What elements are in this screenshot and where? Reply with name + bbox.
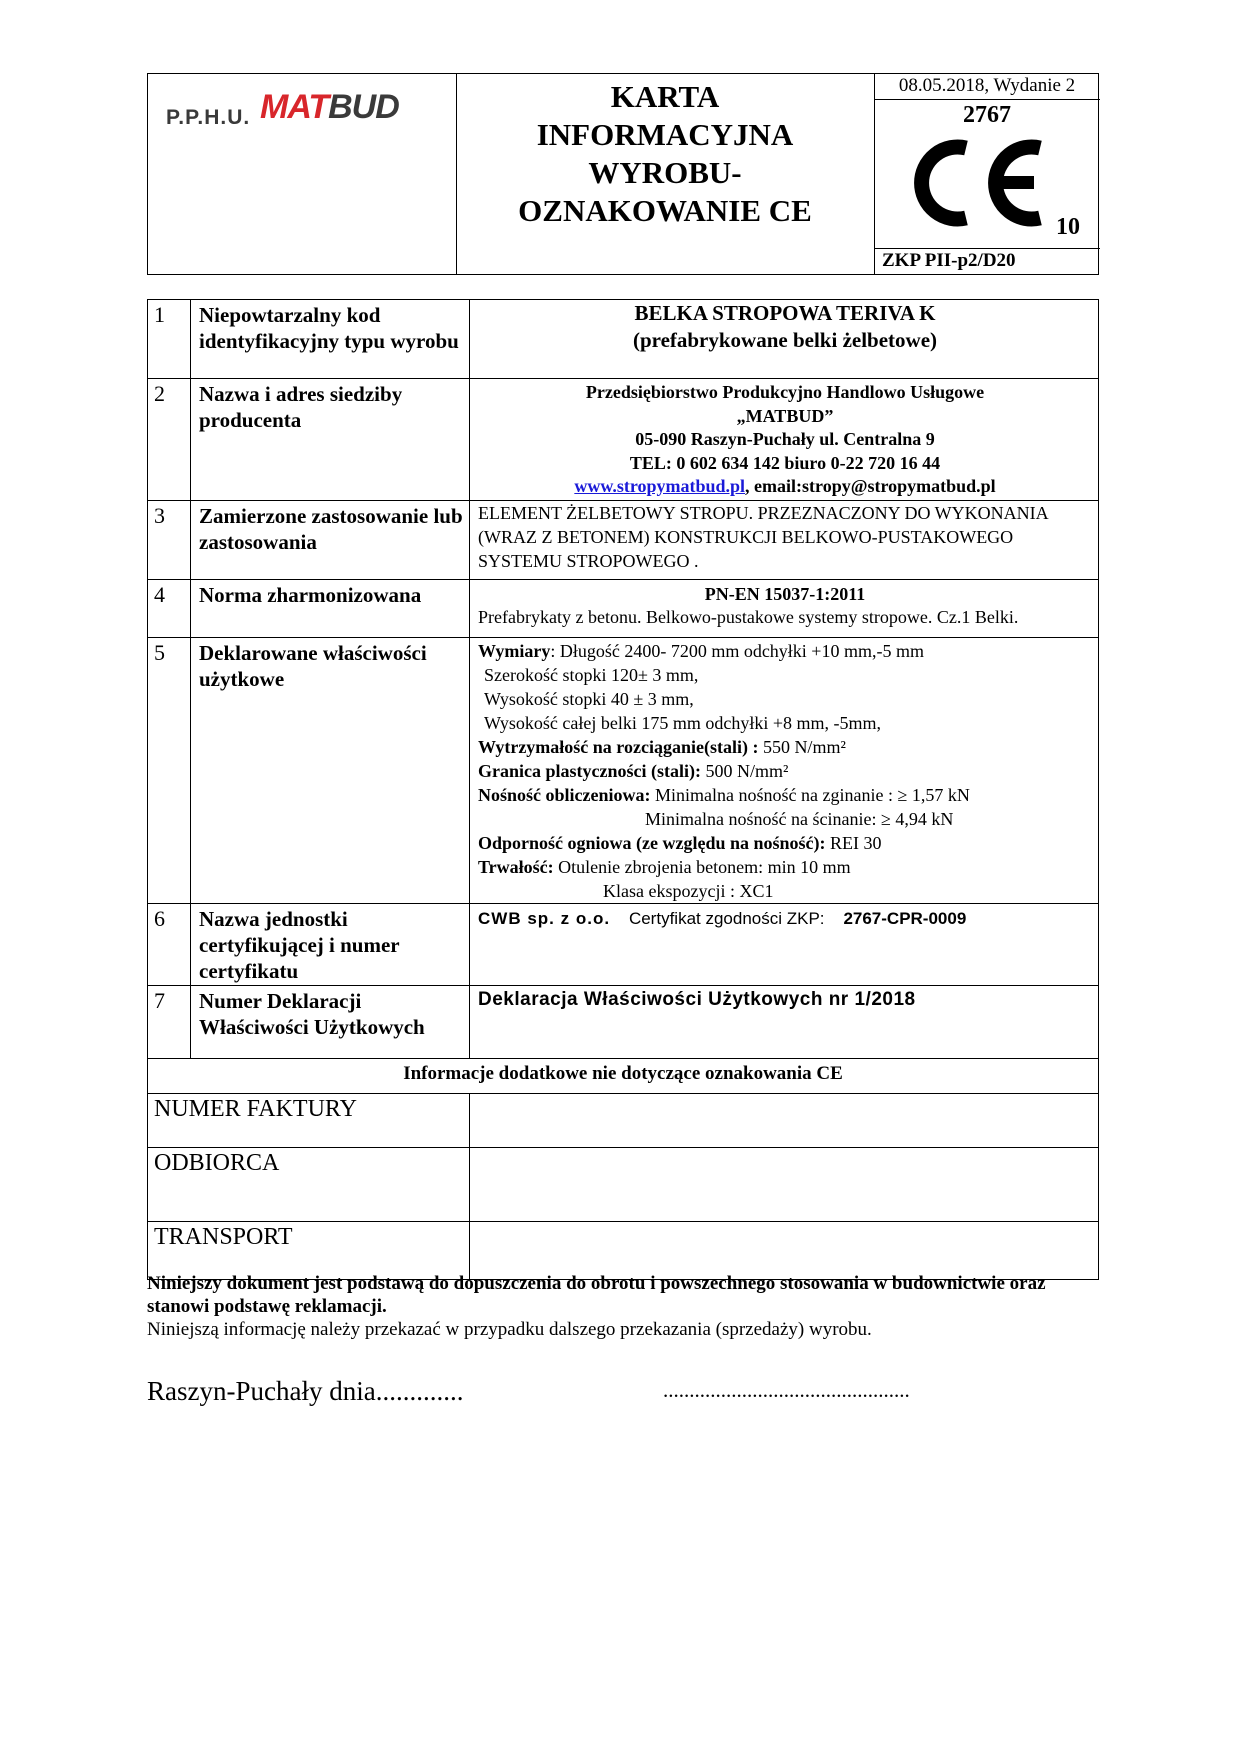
invoice-field[interactable] — [470, 1094, 1099, 1148]
logo-prefix: P.P.H.U. — [166, 106, 251, 129]
row-number: 5 — [148, 638, 191, 904]
prop-label: Trwałość: — [478, 857, 554, 877]
row-number: 6 — [148, 904, 191, 986]
product-description: (prefabrykowane belki żelbetowe) — [632, 328, 938, 352]
prop-value: REI 30 — [825, 833, 882, 853]
title-line: WYROBU- — [588, 155, 742, 190]
row-label: Deklarowane właściwości użytkowe — [191, 638, 470, 904]
title-cell — [456, 74, 875, 274]
declared-properties — [470, 638, 1099, 904]
prop-label: Wymiary — [478, 641, 551, 661]
prop-value: Otulenie zbrojenia betonem: min 10 mm — [553, 857, 851, 877]
company-phone: TEL: 0 602 634 142 biuro 0-22 720 16 44 — [629, 452, 941, 473]
table-row — [148, 1094, 1099, 1148]
document-title — [456, 78, 874, 230]
recipient-field[interactable] — [470, 1148, 1099, 1222]
table-row — [148, 580, 1099, 638]
header-box — [147, 73, 1099, 275]
row-label: Nazwa jednostki certyfikującej i numer certyfikatu — [191, 904, 470, 986]
place-date: Raszyn-Puchały dnia............. — [147, 1376, 464, 1406]
table-row — [148, 300, 1099, 379]
row-value — [470, 580, 1099, 638]
company-short-name: „MATBUD” — [736, 405, 834, 426]
table-row — [148, 638, 1099, 904]
row-number: 4 — [148, 580, 191, 638]
certification — [470, 904, 1099, 986]
transfer-notice: Niniejszą informację należy przekazać w przypadku dalszego przekazania (sprzedaży) wyrobu. — [147, 1319, 872, 1340]
transport-label: TRANSPORT — [148, 1222, 470, 1280]
certificate-label: Certyfikat zgodności ZKP: — [628, 909, 825, 928]
norm-code: PN-EN 15037-1:2011 — [704, 584, 866, 604]
row-label: Nazwa i adres siedziby producenta — [191, 379, 470, 501]
product-info-table — [147, 299, 1099, 1280]
logo-bud: BUD — [328, 88, 399, 126]
prop-value: 500 N/mm² — [700, 761, 789, 781]
title-line: KARTA — [610, 79, 720, 114]
row-value — [470, 379, 1099, 501]
row-label: Niepowtarzalny kod identyfikacyjny typu wyrobu — [191, 300, 470, 379]
prop-label: Nośność obliczeniowa: — [478, 785, 651, 805]
additional-info-heading: Informacje dodatkowe nie dotyczące oznakowania CE — [148, 1059, 1099, 1094]
table-row — [148, 904, 1099, 986]
prop-value: 550 N/mm² — [758, 737, 846, 757]
row-number: 2 — [148, 379, 191, 501]
table-row — [148, 1148, 1099, 1222]
row-label: Norma zharmonizowana — [191, 580, 470, 638]
prop-value: Wysokość stopki 40 ± 3 mm, — [484, 689, 694, 709]
signature-area — [147, 1376, 1097, 1407]
zkp-code: ZKP PII-p2/D20 — [874, 248, 1100, 274]
title-line: INFORMACYJNA — [536, 117, 794, 152]
title-line: OZNAKOWANIE CE — [518, 193, 812, 228]
logo-mat: MAT — [260, 88, 329, 126]
prop-label: Granica plastyczności (stali): — [478, 761, 701, 781]
legal-notice: Niniejszy dokument jest podstawą do dopuszczenia do obrotu i powszechnego stosowania w budownictwie oraz stanowi podstawę reklamacji. — [147, 1273, 1046, 1317]
prop-value: Minimalna nośność na ścinanie: ≥ 4,94 kN — [645, 809, 954, 829]
row-number: 7 — [148, 986, 191, 1059]
prop-value: Wysokość całej belki 175 mm odchyłki +8 mm, -5mm, — [484, 713, 882, 733]
certificate-number: 2767-CPR-0009 — [843, 909, 967, 928]
row-value — [470, 300, 1099, 379]
norm-description: Prefabrykaty z betonu. Belkowo-pustakowe systemy stropowe. Cz.1 Belki. — [478, 607, 1019, 627]
row-label: Numer Deklaracji Właściwości Użytkowych — [191, 986, 470, 1059]
company-email: , email:stropy@stropymatbud.pl — [745, 476, 996, 496]
table-row — [148, 379, 1099, 501]
table-row — [148, 501, 1099, 580]
product-name: BELKA STROPOWA TERIVA K — [634, 301, 936, 325]
logo-cell — [148, 74, 457, 274]
company-contact — [478, 475, 1092, 499]
recipient-label: ODBIORCA — [148, 1148, 470, 1222]
declaration-number: Deklaracja Właściwości Użytkowych nr 1/2018 — [470, 986, 1099, 1059]
invoice-label: NUMER FAKTURY — [148, 1094, 470, 1148]
notified-body-number: 2767 — [963, 102, 1011, 128]
prop-value: Klasa ekspozycji : XC1 — [603, 881, 774, 901]
ce-cell — [874, 74, 1100, 274]
website-link[interactable]: www.stropymatbud.pl — [574, 476, 746, 496]
company-address: 05-090 Raszyn-Puchały ul. Centralna 9 — [635, 429, 935, 449]
ce-year: 10 — [1056, 214, 1080, 240]
prop-value: Szerokość stopki 120± 3 mm, — [484, 665, 699, 685]
row-number: 1 — [148, 300, 191, 379]
certifying-body: CWB sp. z o.o. — [478, 909, 611, 928]
date-edition: 08.05.2018, Wydanie 2 — [874, 74, 1100, 100]
transport-field[interactable] — [470, 1222, 1099, 1280]
prop-value: Minimalna nośność na zginanie : ≥ 1,57 kN — [650, 785, 970, 805]
signature-line: ............................................... — [663, 1378, 910, 1402]
prop-value: : Długość 2400- 7200 mm odchyłki +10 mm,-5 mm — [550, 641, 924, 661]
row-number: 3 — [148, 501, 191, 580]
company-full-name: Przedsiębiorstwo Produkcyjno Handlowo Usługowe — [585, 382, 985, 402]
table-row — [148, 1059, 1099, 1094]
ce-mark-icon — [904, 138, 1054, 228]
table-row — [148, 986, 1099, 1059]
table-row — [148, 1222, 1099, 1280]
prop-label: Odporność ogniowa (ze względu na nośność): — [478, 833, 826, 853]
row-label: Zamierzone zastosowanie lub zastosowania — [191, 501, 470, 580]
intended-use: ELEMENT ŻELBETOWY STROPU. PRZEZNACZONY DO WYKONANIA (WRAZ Z BETONEM) KONSTRUKCJI BELKOWO-PUSTAKOWEGO SYSTEMU STROPOWEGO . — [470, 501, 1099, 580]
company-logo — [260, 88, 399, 127]
prop-label: Wytrzymałość na rozciąganie(stali) : — [478, 737, 759, 757]
